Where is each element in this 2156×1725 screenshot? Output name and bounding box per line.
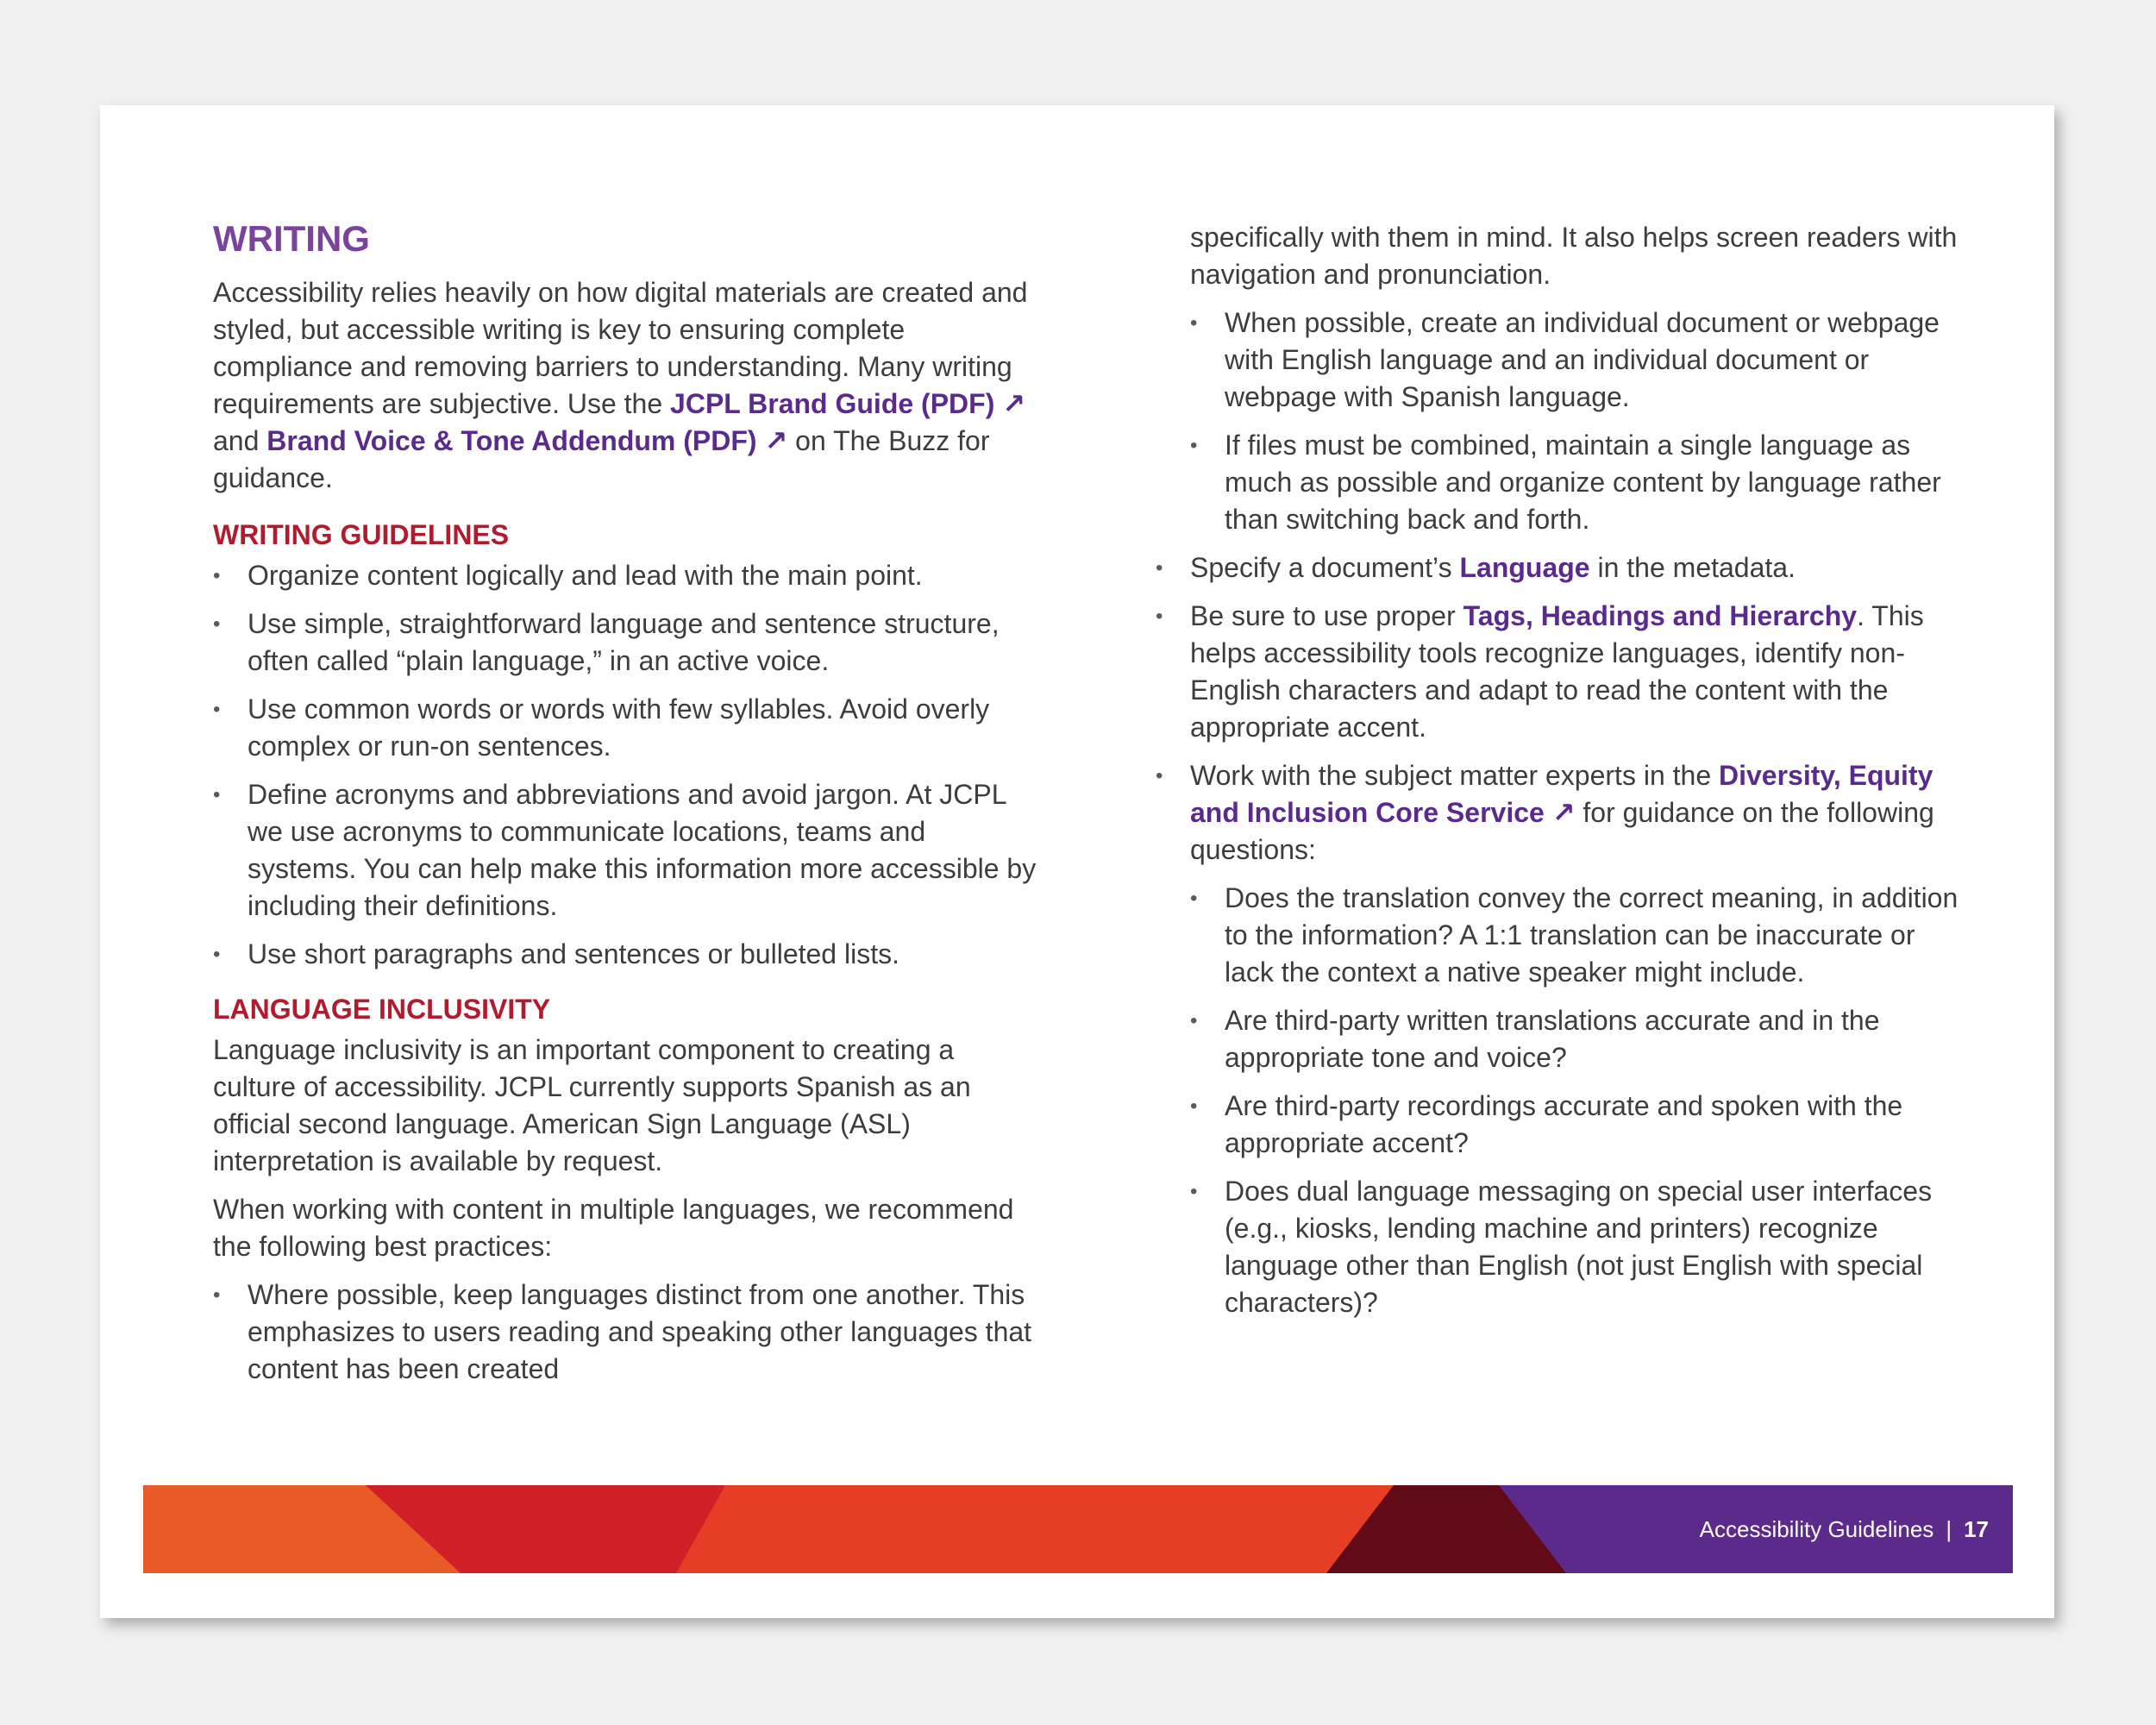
list-item: • Where possible, keep languages distinct from one another. This emphasizes to users reading and speaking other languages that content has been created <box>213 1276 1041 1388</box>
best-practices-list-part-2 <box>1156 549 1962 869</box>
external-link-icon: ↗ <box>764 425 788 456</box>
list-item: • Use common words or words with few syllables. Avoid overly complex or run-on sentences. <box>213 691 1041 765</box>
tags-post: . This helps accessibility tools recognize languages, identify non-English characters and adapt to read the content with the appropriate accent. <box>1190 600 1924 743</box>
tags-pre: Be sure to use proper <box>1190 600 1463 631</box>
list-item <box>1156 598 1962 746</box>
footer-separator: | <box>1946 1516 1952 1542</box>
brand-guide-link-label: JCPL Brand Guide (PDF) <box>670 388 995 419</box>
best-practices-list-part-1 <box>213 1276 1041 1388</box>
language-post: in the metadata. <box>1589 552 1796 583</box>
sub-list-item: • If files must be combined, maintain a single language as much as possible and organize content by language rather than switching back and forth. <box>1190 427 1962 538</box>
intro-text-2: and <box>213 425 267 456</box>
external-link-icon: ↗ <box>1002 388 1026 419</box>
sub-list-item: • Does dual language messaging on special user interfaces (e.g., kiosks, lending machine and printers) recognize language other than English (not just English with special characters)? <box>1190 1173 1962 1321</box>
dei-link-label: Diversity, Equity and Inclusion Core Service <box>1190 760 1934 828</box>
sub-list-item: • When possible, create an individual document or webpage with English language and an individual document or webpage with Spanish language. <box>1190 304 1962 416</box>
language-inclusivity-heading: LANGUAGE INCLUSIVITY <box>213 994 551 1025</box>
footer-label <box>1700 1485 1989 1573</box>
footer-band <box>143 1485 2013 1573</box>
writing-guidelines-list <box>213 557 1041 973</box>
left-column <box>213 274 1041 1388</box>
writing-guidelines-heading: WRITING GUIDELINES <box>213 519 510 550</box>
sub-list-item: • Are third-party recordings accurate and spoken with the appropriate accent? <box>1190 1088 1962 1162</box>
list-item: • Define acronyms and abbreviations and avoid jargon. At JCPL we use acronyms to communicate locations, teams and systems. You can help make this information more accessible by including their definitions. <box>213 776 1041 925</box>
intro-text-3: on The Buzz for guidance. <box>213 425 990 493</box>
list-item-continuation: specifically with them in mind. It also helps screen readers with navigation and pronunciation. <box>1190 222 1958 290</box>
sub-list-1 <box>1156 304 1962 538</box>
intro-paragraph <box>213 274 1041 497</box>
language-pre: Specify a document’s <box>1190 552 1460 583</box>
brand-guide-link[interactable] <box>670 388 1025 419</box>
sub-list-item: • Does the translation convey the correct meaning, in addition to the information? A 1:1 translation can be inaccurate or lack the context a native speaker might include. <box>1190 880 1962 991</box>
page-heading: WRITING <box>213 218 370 259</box>
brand-voice-link-label: Brand Voice & Tone Addendum (PDF) <box>266 425 757 456</box>
language-link[interactable]: Language <box>1459 552 1590 583</box>
footer-title: Accessibility Guidelines <box>1699 1516 1934 1542</box>
external-link-icon: ↗ <box>1551 797 1576 828</box>
inclusivity-paragraph-1: Language inclusivity is an important component to creating a culture of accessibility. JCPL currently supports Spanish as an official second language. American Sign Language (ASL) interpretation is available by request. <box>213 1034 971 1176</box>
list-item <box>1156 549 1962 586</box>
tags-headings-link[interactable]: Tags, Headings and Hierarchy <box>1463 600 1858 631</box>
intro-text-1: Accessibility relies heavily on how digital materials are created and styled, but accessible writing is key to ensuring complete compliance and removing barriers to understanding. Many writing requirements are subjective. Use the <box>213 277 1028 419</box>
sub-list-2 <box>1156 880 1962 1321</box>
list-item <box>1156 757 1962 869</box>
sub-list-item: • Are third-party written translations accurate and in the appropriate tone and voice? <box>1190 1002 1962 1076</box>
inclusivity-paragraph-2: When working with content in multiple languages, we recommend the following best practices: <box>213 1194 1014 1262</box>
dei-pre: Work with the subject matter experts in the <box>1190 760 1719 791</box>
list-item: • Use short paragraphs and sentences or bulleted lists. <box>213 936 1041 973</box>
document-page <box>100 105 2054 1618</box>
brand-voice-link[interactable] <box>266 425 787 456</box>
list-item: • Organize content logically and lead with the main point. <box>213 557 1041 594</box>
right-column <box>1156 219 1962 1321</box>
page-number: 17 <box>1964 1516 1989 1542</box>
list-item: • Use simple, straightforward language and sentence structure, often called “plain language,” in an active voice. <box>213 605 1041 680</box>
dei-post: for guidance on the following questions: <box>1190 797 1934 865</box>
